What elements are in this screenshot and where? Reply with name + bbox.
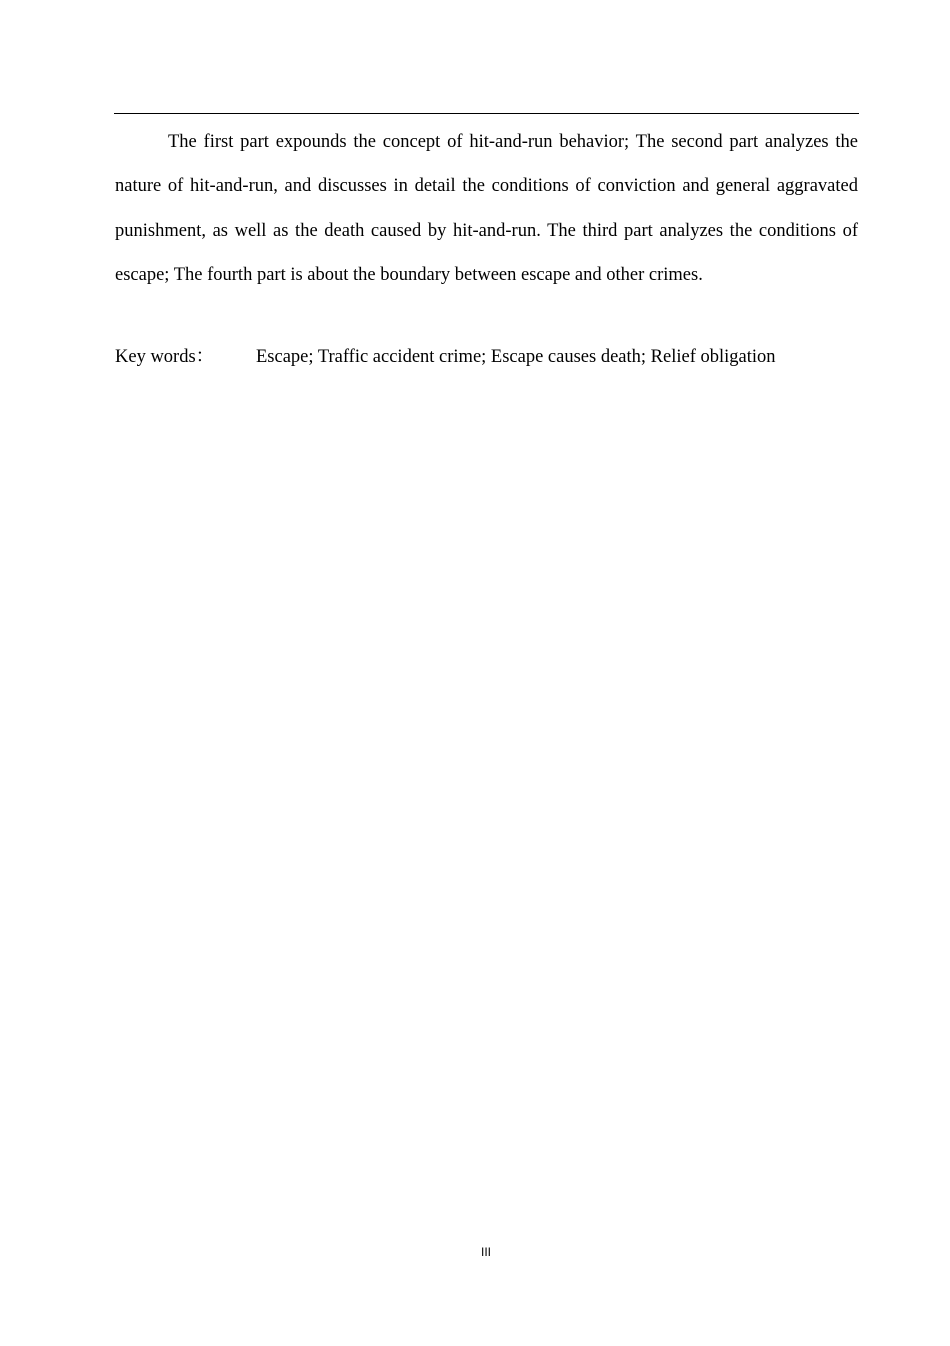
keywords-value: Escape; Traffic accident crime; Escape causes death; Relief obligation (256, 347, 776, 367)
header-rule (114, 113, 859, 114)
keywords-line (115, 342, 858, 372)
page-number: III (480, 1245, 491, 1259)
keywords-label: Key words： (115, 347, 215, 367)
abstract-paragraph: The first part expounds the concept of hit-and-run behavior; The second part analyzes the nature of hit-and-run, and discusses in detail the conditions of conviction and general aggravated punishment, as well as the death caused by hit-and-run. The third part analyzes the conditions of escape; The fourth part is about the boundary between escape and other crimes. (115, 132, 858, 285)
